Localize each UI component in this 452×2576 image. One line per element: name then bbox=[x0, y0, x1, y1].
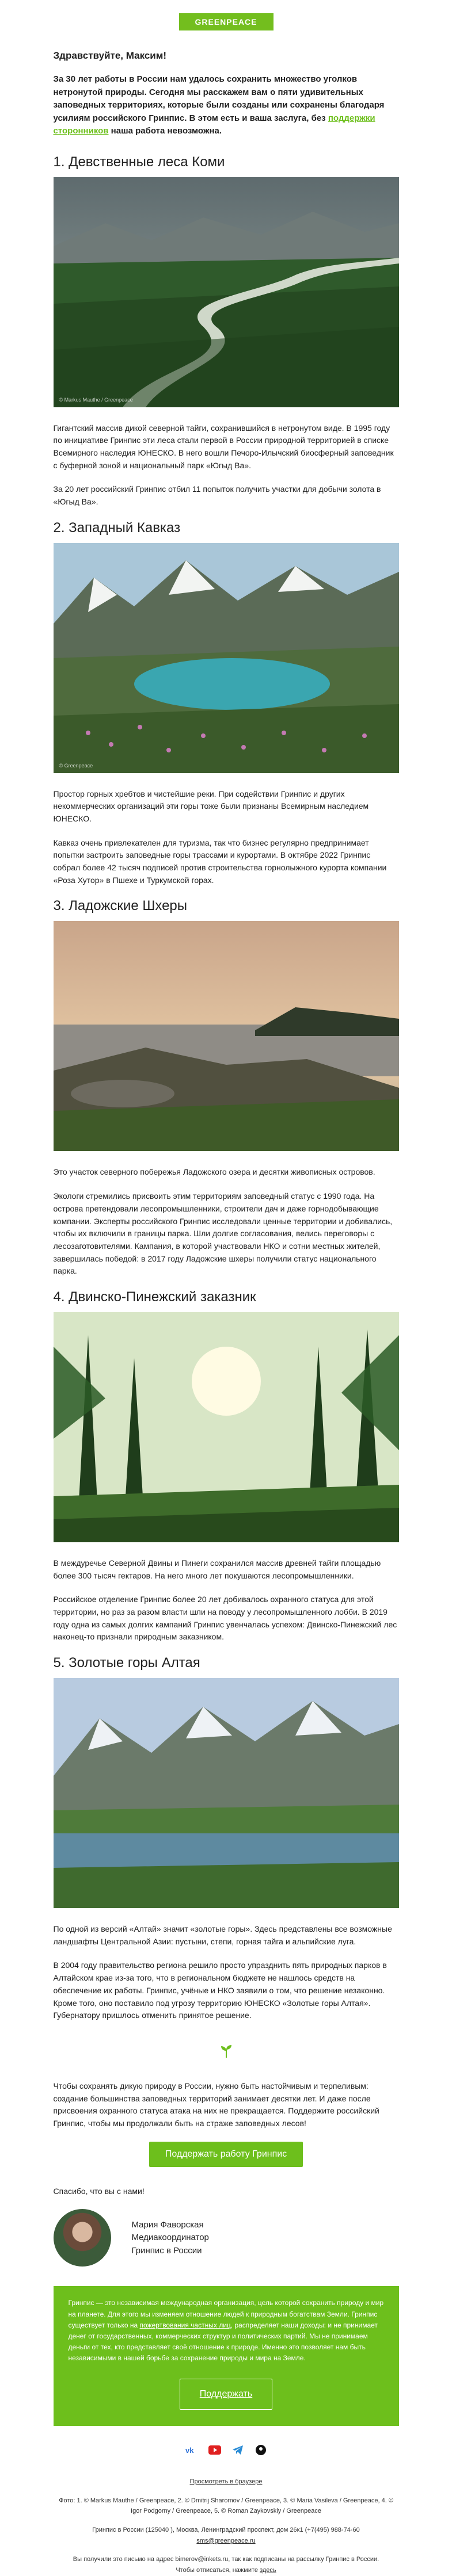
telegram-icon bbox=[232, 2445, 244, 2455]
intro-text-part: За 30 лет работы в России нам удалось сохранить множество уголков нетронутой природы. Сегодня мы расскажем вам о пяти удивительных заповедных территориях, которые были созданы или сохранены благодаря усилиям российского Гринпис. В этом есть и ваша заслуга, без bbox=[53, 74, 385, 123]
altai-photo bbox=[54, 1678, 399, 1908]
section-paragraph: В 2004 году правительство региона решило просто упразднить пять природных парков в Алтайском крае из-за того, что в региональном бюджете не нашлось средств на обеспечение их работы. Гринпис, учёные и НКО заявили о том, что решение незаконно. Кроме того, оно поставило под угрозу территорию ЮНЕСКО «Золотые горы Алтая». Губернатору пришлось отменить принятое решение. bbox=[53, 1960, 387, 2020]
signature-role: Медиакоординатор bbox=[131, 2233, 209, 2243]
signature-org: Гринпис в России bbox=[131, 2245, 202, 2256]
thanks-text: Спасибо, что вы с нами! bbox=[53, 2186, 145, 2196]
closing-text: Чтобы сохранять дикую природу в России, нужно быть настойчивым и терпеливым: создание большинства заповедных территорий занимает десятки лет. И даже после присвоения охранного статуса атака на них не прекращается. Поддержите российский Гринпис, чтобы мы продолжали быть на страже заповедных лесов! bbox=[53, 2081, 379, 2128]
sprout-icon bbox=[54, 2043, 399, 2063]
section-paragraph: Экологи стремились присвоить этим территориям заповедный статус с 1990 года. На острова претендовали лесопромышленники, строители дач и даже горнодобывающие компании. Эксперты российского Гринпис исследовали ценные территории и добивались, чтобы их включили в границы парка. Шли долгие согласования, велись переговоры с лесозаготовителями. Кампания, в которой участвовали НКО и сотни местных жителей, завершилась победой: в 2017 году Ладожские шхеры получили статус национального парка. bbox=[53, 1191, 393, 1276]
ok-icon bbox=[255, 2444, 267, 2456]
ladoga-image bbox=[54, 921, 399, 1151]
photo-credit: © Greenpeace bbox=[59, 762, 93, 769]
svg-text:vk: vk bbox=[185, 2446, 193, 2455]
unsubscribe-prefix: Чтобы отписаться, нажмите bbox=[176, 2567, 258, 2574]
header bbox=[54, 0, 399, 43]
komi-forest-photo bbox=[54, 177, 399, 407]
section-paragraph: За 20 лет российский Гринпис отбил 11 попыток получить участки для добычи золота в «Югыд Ва». bbox=[53, 484, 381, 506]
dvina-forest-photo bbox=[54, 1312, 399, 1542]
view-in-browser-link[interactable]: Просмотреть в браузере bbox=[189, 2478, 263, 2486]
section-title: 1. Девственные леса Коми bbox=[53, 154, 225, 170]
vk-icon[interactable] bbox=[185, 2443, 199, 2457]
section-paragraph: Это участок северного побережья Ладожского озера и десятки живописных островов. bbox=[53, 1167, 375, 1177]
signature-text bbox=[132, 2219, 209, 2258]
photo-credits: Фото: 1. © Markus Mauthe / Greenpeace, 2. © Dmitrij Sharomov / Greenpeace, 3. © Maria Vasileva / Greenpeace, 4. © Igor Podgorny / Greenpeace, 5. © Roman Zaykovskiy / Greenpeace bbox=[59, 2497, 393, 2515]
unsubscribe-text: Вы получили это письмо на адрес bimerov@inkets.ru, так как подписаны на рассылку Гринпис в России. bbox=[73, 2556, 379, 2563]
section-paragraph: В междуречье Северной Двины и Пинеги сохранился массив древней тайги площадью более 300 тысяч гектаров. На него много лет покушаются лесопромышленники. bbox=[53, 1558, 381, 1580]
email-container bbox=[54, 0, 399, 2576]
section-title: 5. Золотые горы Алтая bbox=[53, 1655, 200, 1671]
section-title: 4. Двинско-Пинежский заказник bbox=[53, 1289, 256, 1305]
greeting: Здравствуйте, Максим! bbox=[53, 50, 166, 61]
greenpeace-logo[interactable]: GREENPEACE bbox=[179, 13, 274, 30]
youtube-icon[interactable] bbox=[208, 2443, 222, 2457]
youtube-icon bbox=[208, 2445, 221, 2455]
telegram-icon[interactable] bbox=[231, 2443, 245, 2457]
footer bbox=[54, 2476, 399, 2576]
vk-icon bbox=[185, 2446, 198, 2454]
ok-icon[interactable] bbox=[254, 2443, 268, 2457]
about-text: , распределяет наши доходы: и не принимает денег от государственных, коммерческих структур и политических партий. Мы не принимаем деньги от тех, кто представляет своё отношение к природе. Именно это позволяет нам быть независимыми в нашей борьбе за сохранение природы и мира на Земле. bbox=[68, 2321, 378, 2363]
komi-forest-image bbox=[54, 177, 399, 407]
cta-wrap bbox=[54, 2142, 399, 2167]
about-text: Гринпис — это независимая международная организация, цель которой сохранить природу и мир на планете. Для этого мы изменяем отношение людей к природным богатствам Земли. Гринпис существует только на bbox=[68, 2299, 384, 2329]
footer-email-link[interactable]: sms@greenpeace.ru bbox=[196, 2537, 256, 2544]
section-title: 2. Западный Кавказ bbox=[53, 519, 181, 536]
about-greenpeace-box bbox=[54, 2286, 399, 2426]
box-button-wrap bbox=[69, 2379, 384, 2410]
signature-name: Мария Фаворская bbox=[131, 2219, 204, 2230]
sprout-icon bbox=[218, 2043, 234, 2059]
photo-credit: © Markus Mauthe / Greenpeace bbox=[59, 396, 133, 403]
intro-text bbox=[54, 73, 399, 138]
supporters-link[interactable]: поддержки сторонников bbox=[53, 113, 375, 136]
section-paragraph: Российское отделение Гринпис более 20 лет добивалось охранного статуса для этой территории, но раз за разом власти шли на поводу у лесопромышленного лобби. В 2019 году одна из самых долгих кампаний Гринпис увенчалась успехом: Двинско-Пинежский лес наконец-то признали природным заказником. bbox=[53, 1595, 397, 1642]
private-donations-link[interactable]: пожертвования частных лиц bbox=[139, 2321, 231, 2329]
caucasus-photo bbox=[54, 543, 399, 773]
section-paragraph: Кавказ очень привлекателен для туризма, так что бизнес регулярно предпринимает попытки застроить заповедные горы трассами и курортами. В октябре 2022 Гринпис собрал более 42 тысяч подписей против строительства горнолыжного курорта компании «Роза Хутор» в Пшехе и Туркумской горах. bbox=[53, 838, 387, 885]
signature bbox=[54, 2209, 399, 2267]
section-paragraph: Гигантский массив дикой северной тайги, сохранившийся в нетронутом виде. В 1995 году по инициативе Гринпис эти леса стали первой в России природной территорией в списке Всемирного наследия ЮНЕСКО. В него вошли Печоро-Илычский биосферный заповедник с буферной зоной и национальный парк «Югыд Ва». bbox=[53, 423, 394, 470]
footer-address: Гринпис в России (125040 ), Москва, Ленинградский проспект, дом 26к1 (+7(495) 988-74-60 bbox=[92, 2527, 360, 2534]
social-links bbox=[54, 2443, 399, 2457]
intro-text-part: наша работа невозможна. bbox=[108, 126, 222, 136]
caucasus-image bbox=[54, 543, 399, 773]
dvina-forest-image bbox=[54, 1312, 399, 1542]
ladoga-photo bbox=[54, 921, 399, 1151]
closing-paragraph bbox=[54, 2080, 399, 2130]
section-paragraph: Простор горных хребтов и чистейшие реки. При содействии Гринпис и других некоммерческих организаций эти горы тоже были признаны Всемирным наследием ЮНЕСКО. bbox=[53, 789, 369, 823]
section-paragraph: По одной из версий «Алтай» значит «золотые горы». Здесь представлены все возможные ландшафты Центральной Азии: пустыни, степи, горная тайга и альпийские луга. bbox=[53, 1924, 392, 1946]
avatar bbox=[54, 2209, 111, 2267]
support-button[interactable]: Поддержать bbox=[180, 2379, 272, 2410]
altai-image bbox=[54, 1678, 399, 1908]
section-title: 3. Ладожские Шхеры bbox=[53, 898, 188, 914]
support-greenpeace-button[interactable]: Поддержать работу Гринпис bbox=[149, 2142, 303, 2167]
unsubscribe-link[interactable]: здесь bbox=[260, 2567, 276, 2574]
